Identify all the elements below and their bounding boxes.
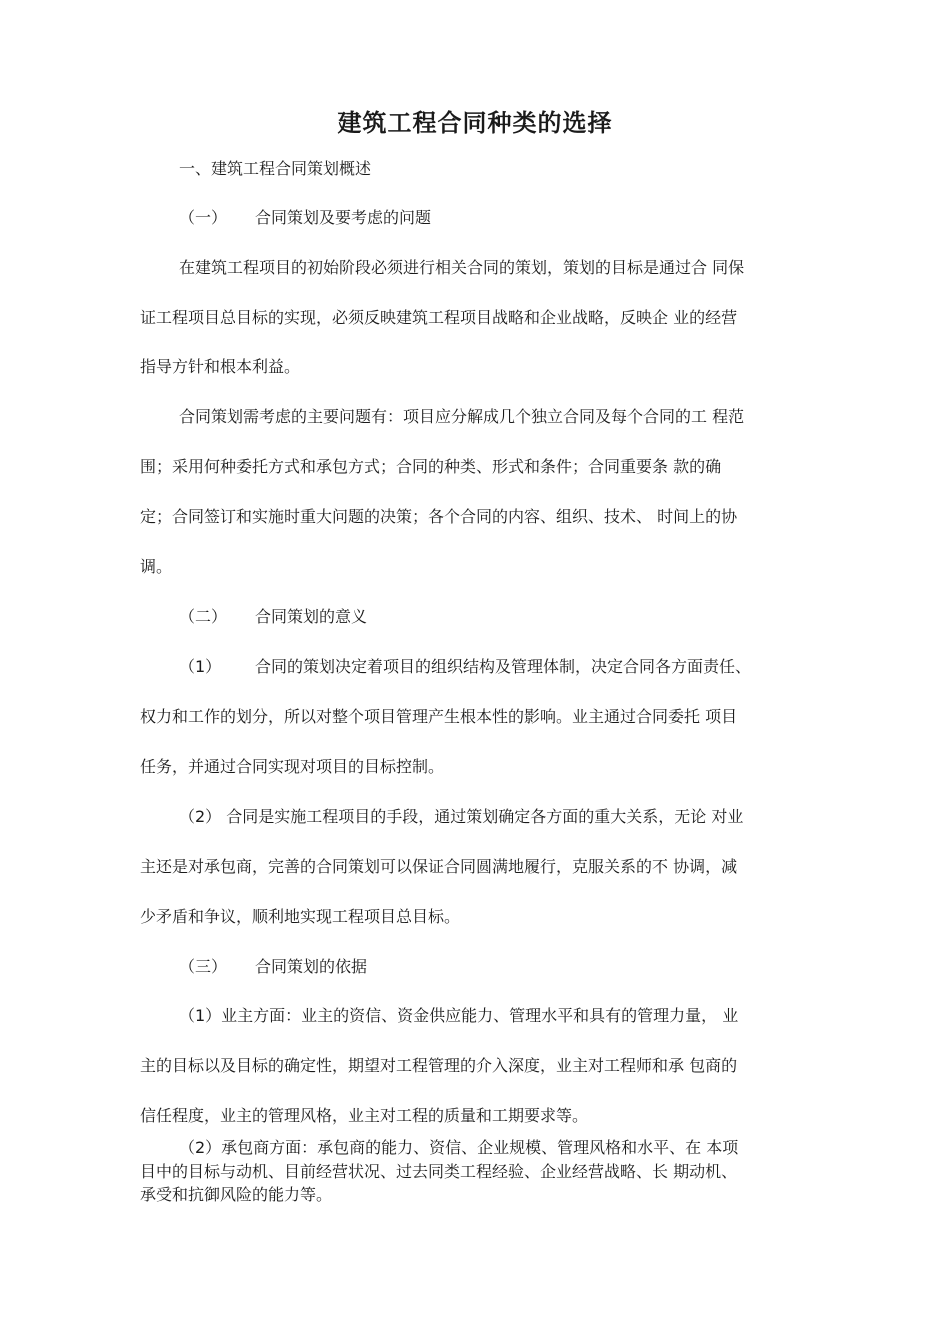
paragraph-line: 信任程度，业主的管理风格，业主对工程的质量和工期要求等。 [140,1106,589,1125]
subsection-heading-1 [179,205,431,228]
paragraph-line: 调。 [140,557,173,576]
item-number: （1） [179,657,222,676]
paragraph-line: 主的目标以及目标的确定性，期望对工程管理的介入深度，业主对工程师和承 包商的 [140,1056,738,1075]
subsection-text: 合同策划的意义 [255,607,368,626]
subsection-number: （一） [179,208,228,227]
paragraph-line: 证工程项目总目标的实现，必须反映建筑工程项目战略和企业战略，反映企 业的经营 [140,308,738,327]
subsection-text: 合同策划及要考虑的问题 [255,208,432,227]
subsection-heading-2 [179,604,367,627]
paragraph-line: 定；合同签订和实施时重大问题的决策；各个合同的内容、组织、技术、 时间上的协 [140,507,738,526]
paragraph-line: 承受和抗御风险的能力等。 [140,1185,333,1204]
paragraph-line: 合同策划需考虑的主要问题有：项目应分解成几个独立合同及每个合同的工 程范 [179,407,745,426]
paragraph-line: （1）业主方面：业主的资信、资金供应能力、管理水平和具有的管理力量， 业 [179,1006,739,1025]
subsection-number: （二） [179,607,228,626]
paragraph-line: （2）承包商方面：承包商的能力、资信、企业规模、管理风格和水平、在 本项 [179,1138,739,1157]
paragraph-line: 在建筑工程项目的初始阶段必须进行相关合同的策划，策划的目标是通过合 同保 [179,258,745,277]
subsection-number: （三） [179,957,228,976]
paragraph-line [179,654,751,677]
paragraph-line: 目中的目标与动机、目前经营状况、过去同类工程经验、企业经营战略、长 期动机、 [140,1162,738,1181]
paragraph-line: 少矛盾和争议，顺利地实现工程项目总目标。 [140,907,461,926]
subsection-heading-3 [179,954,367,977]
section-heading-1: 一、建筑工程合同策划概述 [179,159,372,178]
paragraph-line: （2） 合同是实施工程项目的手段，通过策划确定各方面的重大关系，无论 对业 [179,807,744,826]
page-title: 建筑工程合同种类的选择 [337,109,613,137]
paragraph-line: 指导方针和根本利益。 [140,357,301,376]
subsection-text: 合同策划的依据 [255,957,368,976]
paragraph-line: 主还是对承包商，完善的合同策划可以保证合同圆满地履行，克服关系的不 协调，减 [140,857,738,876]
paragraph-line: 任务，并通过合同实现对项目的目标控制。 [140,757,445,776]
paragraph-line: 权力和工作的划分，所以对整个项目管理产生根本性的影响。业主通过合同委托 项目 [140,707,738,726]
paragraph-line: 围；采用何种委托方式和承包方式；合同的种类、形式和条件；合同重要条 款的确 [140,457,722,476]
item-text: 合同的策划决定着项目的组织结构及管理体制，决定合同各方面责任、 [255,657,752,676]
